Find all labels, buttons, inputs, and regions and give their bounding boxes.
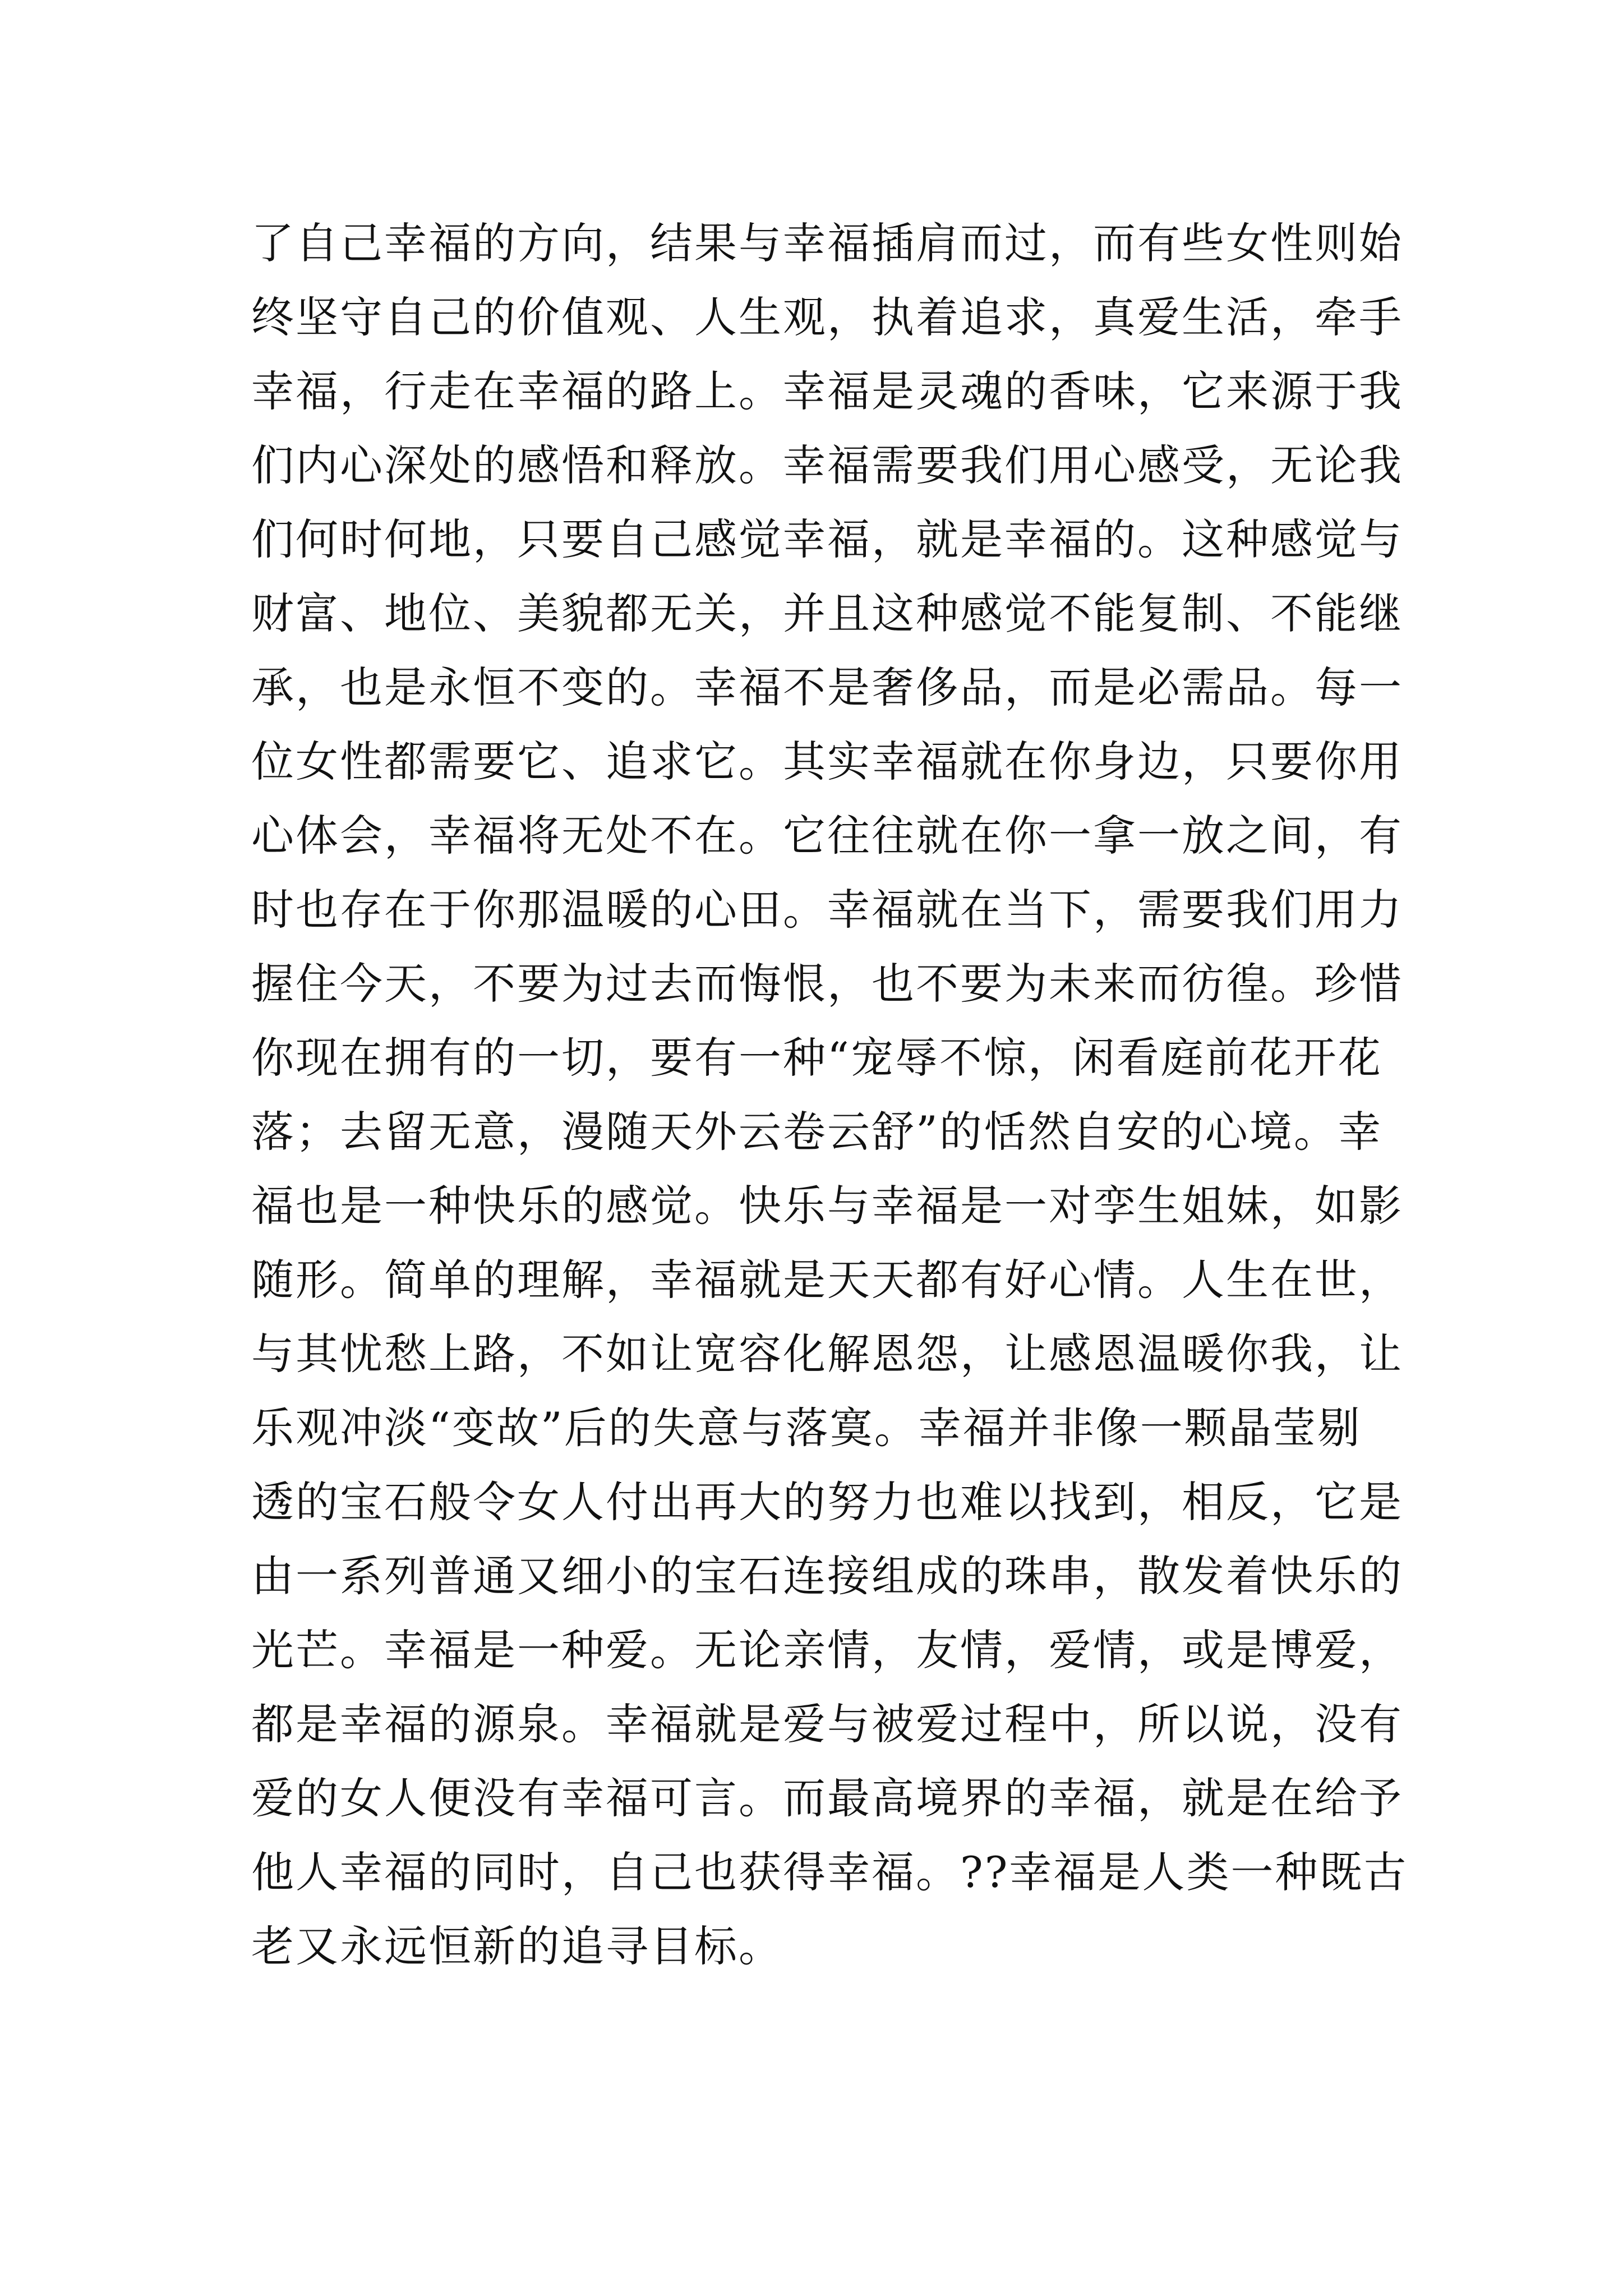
text-line: 透的宝石般令女人付出再大的努力也难以找到，相反，它是 <box>251 1477 1403 1527</box>
text-line: 福也是一种快乐的感觉。快乐与幸福是一对孪生姐妹，如影 <box>251 1181 1403 1231</box>
text-line: 老又永远恒新的追寻目标。 <box>251 1921 783 1971</box>
text-line: 爱的女人便没有幸福可言。而最高境界的幸福，就是在给予 <box>251 1773 1403 1823</box>
text-line: 你现在拥有的一切，要有一种“宠辱不惊，闲看庭前花开花 <box>251 1033 1382 1083</box>
text-line: 们何时何地，只要自己感觉幸福，就是幸福的。这种感觉与 <box>251 514 1403 564</box>
text-line: 终坚守自己的价值观、人生观，执着追求，真爱生活，牵手 <box>251 292 1403 342</box>
text-line: 与其忧愁上路，不如让宽容化解恩怨，让感恩温暖你我，让 <box>251 1329 1403 1379</box>
text-line: 乐观冲淡“变故”后的失意与落寞。幸福并非像一颗晶莹剔 <box>251 1403 1362 1453</box>
text-line: 随形。简单的理解，幸福就是天天都有好心情。人生在世， <box>251 1255 1403 1305</box>
body-paragraph <box>251 206 1407 1984</box>
text-line: 幸福，行走在幸福的路上。幸福是灵魂的香味，它来源于我 <box>251 366 1403 416</box>
text-line: 们内心深处的感悟和释放。幸福需要我们用心感受，无论我 <box>251 440 1403 490</box>
text-line: 财富、地位、美貌都无关，并且这种感觉不能复制、不能继 <box>251 588 1403 638</box>
text-line: 光芒。幸福是一种爱。无论亲情，友情，爱情，或是博爱， <box>251 1625 1403 1675</box>
text-line: 由一系列普通又细小的宝石连接组成的珠串，散发着快乐的 <box>251 1551 1403 1601</box>
text-line: 位女性都需要它、追求它。其实幸福就在你身边，只要你用 <box>251 737 1403 786</box>
text-line: 承，也是永恒不变的。幸福不是奢侈品，而是必需品。每一 <box>251 662 1403 712</box>
text-line: 握住今天，不要为过去而悔恨，也不要为未来而彷徨。珍惜 <box>251 959 1403 1009</box>
text-line: 落；去留无意，漫随天外云卷云舒”的恬然自安的心境。幸 <box>251 1107 1382 1157</box>
text-line: 都是幸福的源泉。幸福就是爱与被爱过程中，所以说，没有 <box>251 1699 1403 1749</box>
text-line: 心体会，幸福将无处不在。它往往就在你一拿一放之间，有 <box>251 811 1403 861</box>
text-line: 他人幸福的同时，自己也获得幸福。??幸福是人类一种既古 <box>251 1847 1408 1897</box>
text-line: 了自己幸福的方向，结果与幸福插肩而过，而有些女性则始 <box>251 218 1403 268</box>
text-line: 时也存在于你那温暖的心田。幸福就在当下，需要我们用力 <box>251 885 1403 935</box>
